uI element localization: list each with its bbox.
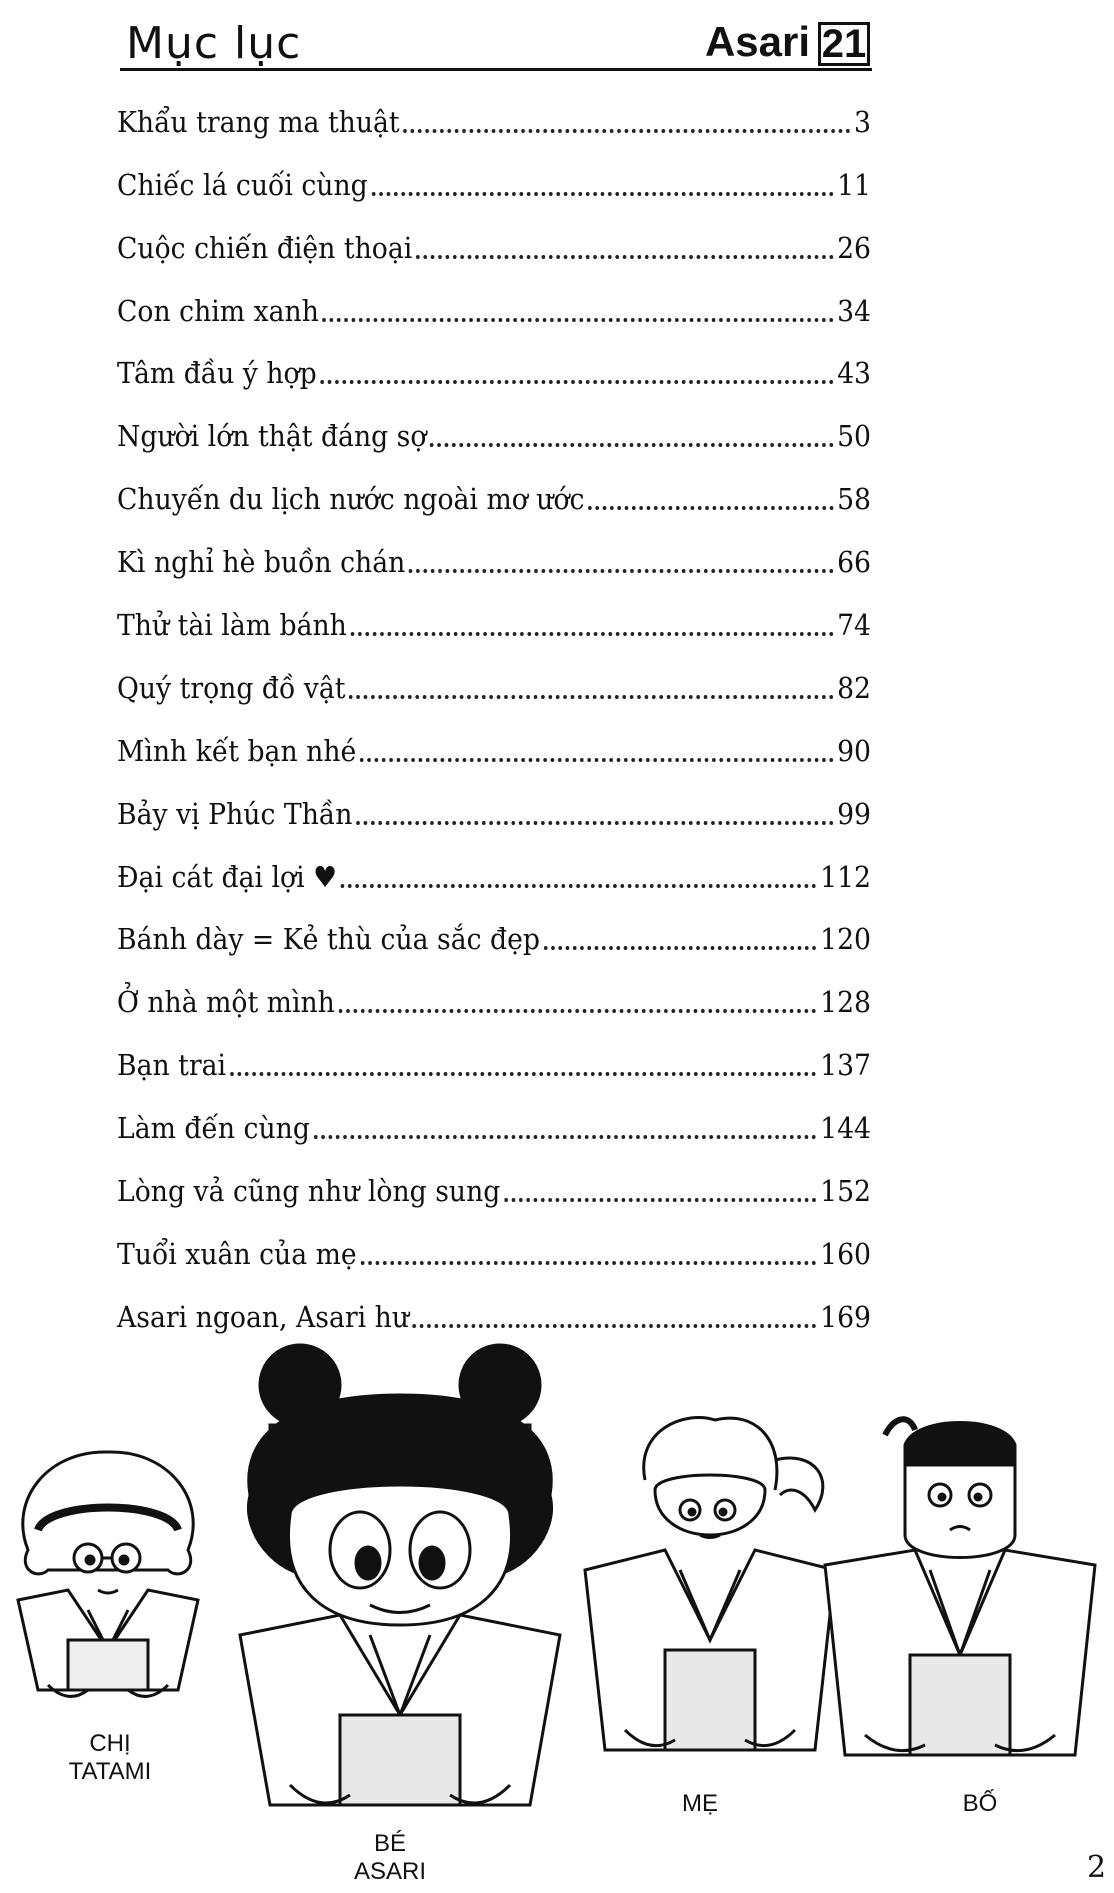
- toc-entry-title: Ở nhà một mình: [117, 985, 335, 1020]
- toc-entry[interactable]: [117, 520, 871, 583]
- toc-entry[interactable]: [117, 206, 871, 269]
- toc-entry-page: 66: [837, 545, 872, 580]
- character-asari-illustration: [230, 1335, 570, 1825]
- toc-entry[interactable]: [117, 835, 871, 898]
- toc-entry-page: 169: [820, 1299, 872, 1334]
- toc-entry[interactable]: [117, 80, 871, 143]
- character-label-line: ASARI: [353, 1858, 427, 1885]
- dot-leader: [339, 1009, 817, 1013]
- toc-entry-page: 50: [837, 419, 872, 454]
- dot-leader: [430, 443, 833, 447]
- character-label-mother: [650, 1790, 750, 1818]
- toc-entry[interactable]: [117, 394, 871, 457]
- toc-entry-page: 58: [837, 482, 872, 517]
- toc-entry[interactable]: [117, 1149, 871, 1212]
- character-father-illustration: [815, 1405, 1105, 1785]
- toc-entry-title: Bảy vị Phúc Thần: [117, 796, 353, 831]
- toc-entry-title: Tuổi xuân của mẹ: [117, 1236, 357, 1271]
- toc-entry-title: Asari ngoan, Asari hư: [117, 1299, 410, 1334]
- toc-entry-title: Chiếc lá cuối cùng: [117, 167, 368, 202]
- toc-entry-title: Mình kết bạn nhé: [117, 733, 357, 768]
- toc-entry-page: 99: [837, 796, 872, 831]
- character-tatami-illustration: [8, 1440, 208, 1720]
- toc-entry-page: 3: [854, 104, 872, 139]
- series-title: Asari: [704, 18, 810, 65]
- toc-entry-page: 26: [837, 230, 872, 265]
- toc-entry-page: 128: [820, 985, 872, 1020]
- toc-entry-title: Bánh dày = Kẻ thù của sắc đẹp: [117, 922, 540, 957]
- dot-leader: [314, 1135, 817, 1139]
- toc-entry-page: 144: [820, 1111, 872, 1146]
- toc-entry-page: 43: [837, 356, 872, 391]
- toc-entry-title: Con chim xanh: [117, 293, 319, 328]
- character-label-father: [930, 1790, 1030, 1818]
- toc-entry[interactable]: [117, 269, 871, 332]
- dot-leader: [341, 884, 817, 888]
- dot-leader: [409, 569, 833, 573]
- toc-entry-page: 90: [837, 733, 872, 768]
- toc-entry[interactable]: [117, 457, 871, 520]
- toc-entry-title: Thử tài làm bánh: [117, 608, 347, 643]
- toc-entry-page: 112: [820, 859, 872, 894]
- dot-leader: [320, 380, 833, 384]
- toc-entry[interactable]: [117, 332, 871, 395]
- toc-entry-title: Tâm đầu ý hợp: [117, 356, 317, 391]
- dot-leader: [360, 1261, 816, 1265]
- dot-leader: [504, 1198, 816, 1202]
- toc-entry-page: 137: [820, 1048, 872, 1083]
- toc-entry-page: 160: [820, 1236, 872, 1271]
- toc-entry[interactable]: [117, 1275, 871, 1338]
- dot-leader: [403, 129, 850, 133]
- page-title: Mục lục: [126, 18, 302, 69]
- dot-leader: [356, 821, 833, 825]
- dot-leader: [323, 318, 834, 322]
- toc-entry[interactable]: [117, 772, 871, 835]
- toc-entry-page: 82: [837, 670, 872, 705]
- dot-leader: [588, 506, 833, 510]
- dot-leader: [413, 1324, 817, 1328]
- toc-entry-title: Chuyến du lịch nước ngoài mơ ước: [117, 482, 585, 517]
- toc-entry-title: Bạn trai: [117, 1048, 227, 1083]
- toc-entry-title: Kì nghỉ hè buồn chán: [117, 545, 406, 580]
- dot-leader: [351, 632, 834, 636]
- character-mother-illustration: [575, 1400, 845, 1780]
- toc-entry-title: Làm đến cùng: [117, 1111, 310, 1146]
- toc-entry[interactable]: [117, 898, 871, 961]
- toc-entry-title: Quý trọng đồ vật: [117, 670, 346, 705]
- character-label-tatami: [40, 1730, 180, 1786]
- character-label-asari: [320, 1830, 460, 1886]
- toc-entry[interactable]: [117, 1086, 871, 1149]
- toc-entry-page: 11: [837, 167, 872, 202]
- dot-leader: [544, 946, 817, 950]
- character-label-line: BÉ: [373, 1830, 406, 1857]
- toc-entry[interactable]: [117, 143, 871, 206]
- dot-leader: [349, 695, 833, 699]
- table-of-contents: [117, 80, 871, 1338]
- page-header: [120, 10, 872, 68]
- dot-leader: [230, 1072, 817, 1076]
- header-rule: [120, 68, 872, 71]
- dot-leader: [416, 255, 833, 259]
- toc-entry[interactable]: [117, 1212, 871, 1275]
- toc-entry[interactable]: [117, 960, 871, 1023]
- toc-entry-page: 74: [837, 608, 872, 643]
- toc-entry-title: Cuộc chiến điện thoại: [117, 230, 413, 265]
- toc-entry-title: Người lớn thật đáng sợ: [117, 419, 427, 454]
- toc-entry[interactable]: [117, 646, 871, 709]
- toc-entry[interactable]: [117, 1023, 871, 1086]
- character-label-line: BỐ: [962, 1790, 998, 1817]
- toc-entry[interactable]: [117, 709, 871, 772]
- character-label-line: CHỊ: [89, 1730, 131, 1757]
- dot-leader: [360, 758, 833, 762]
- character-label-line: TATAMI: [68, 1758, 152, 1785]
- dot-leader: [371, 192, 833, 196]
- toc-entry-title: Khẩu trang ma thuật: [117, 104, 400, 139]
- toc-entry-page: 152: [820, 1174, 872, 1209]
- volume-number-box: 21: [818, 22, 870, 66]
- character-label-line: MẸ: [682, 1790, 718, 1817]
- page-number: 2: [1087, 1850, 1107, 1885]
- toc-entry[interactable]: [117, 583, 871, 646]
- toc-entry-page: 120: [820, 922, 872, 957]
- toc-entry-title: Lòng vả cũng như lòng sung: [117, 1174, 501, 1209]
- toc-entry-title: Đại cát đại lợi ♥: [117, 859, 338, 894]
- toc-entry-page: 34: [837, 293, 872, 328]
